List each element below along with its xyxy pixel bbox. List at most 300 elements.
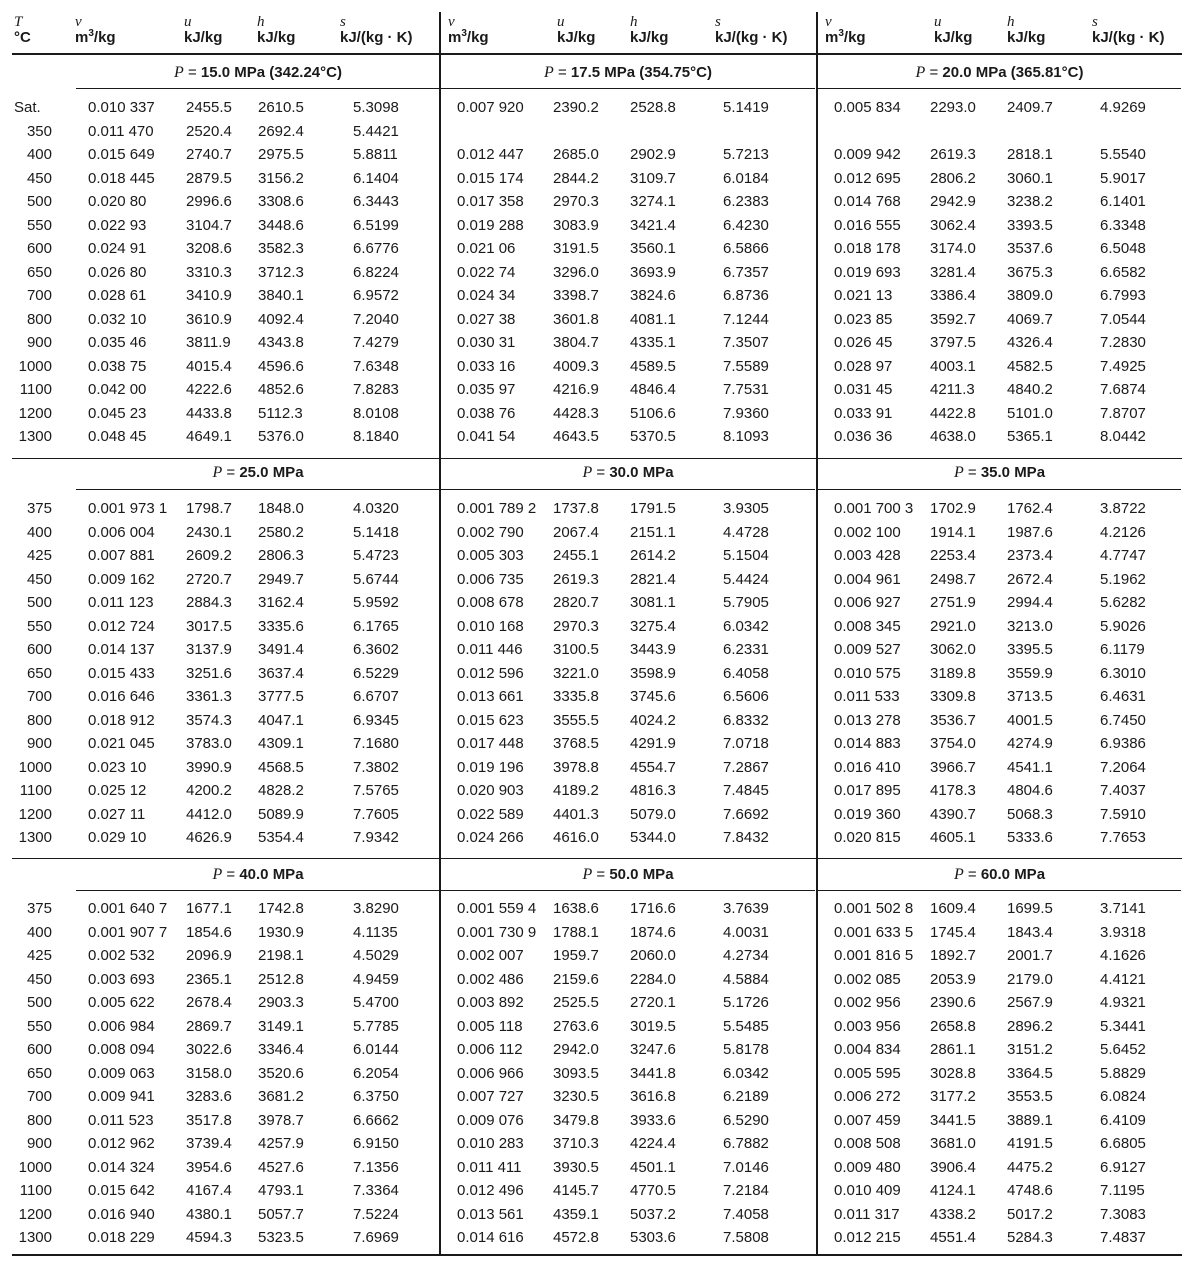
- table-cell-s: 7.1244: [723, 310, 769, 328]
- table-cell-h: 5079.0: [630, 805, 676, 823]
- table-cell-v: 0.042 00: [88, 381, 147, 398]
- table-cell-v: 0.006 984: [88, 1017, 155, 1035]
- table-cell-h: 3393.5: [1007, 216, 1053, 234]
- table-cell-v: 0.005 303: [457, 547, 524, 564]
- table-cell-h: 3582.3: [258, 240, 304, 257]
- table-cell-v: 0.007 459: [834, 1111, 901, 1129]
- temperature-cell: 550: [26, 1017, 52, 1035]
- table-cell-u: 2430.1: [186, 523, 232, 541]
- table-cell-v: 0.016 410: [834, 758, 901, 776]
- table-cell-s: 4.2126: [1100, 523, 1146, 541]
- temperature-cell: 900: [26, 1135, 52, 1152]
- table-cell-h: 4343.8: [258, 334, 304, 351]
- pressure-equals: =: [592, 866, 610, 883]
- table-cell-s: 8.1093: [723, 428, 769, 445]
- table-cell-s: 7.9342: [353, 829, 399, 846]
- table-cell-s: 7.5765: [353, 782, 399, 799]
- table-cell-v: 0.016 940: [88, 1205, 155, 1223]
- table-cell-h: 2284.0: [630, 970, 676, 988]
- table-cell-h: 3275.4: [630, 617, 676, 635]
- table-cell-v: 0.018 178: [834, 240, 901, 257]
- unit-superscript: 3: [88, 28, 94, 39]
- table-cell-u: 3710.3: [553, 1135, 599, 1152]
- table-cell-u: 2820.7: [553, 594, 599, 611]
- temperature-cell: 1300: [18, 829, 52, 846]
- temperature-cell: 1100: [19, 782, 52, 799]
- table-cell-h: 3616.8: [630, 1088, 676, 1105]
- table-cell-h: 3693.9: [630, 263, 676, 281]
- table-cell-u: 1609.4: [930, 900, 976, 917]
- pressure-value: 15.0 MPa (342.24°C): [200, 64, 342, 81]
- table-cell-h: 3274.1: [630, 193, 676, 210]
- table-cell-v: 0.024 91: [88, 240, 147, 257]
- table-cell-u: 2884.3: [186, 594, 232, 611]
- table-cell-u: 2996.6: [186, 193, 232, 210]
- table-cell-v: 0.022 589: [457, 805, 524, 823]
- table-cell-s: 6.2189: [723, 1088, 769, 1105]
- temperature-cell: 600: [26, 641, 52, 658]
- table-cell-v: 0.014 137: [88, 641, 155, 658]
- col-header-symbol: u: [934, 14, 942, 30]
- table-cell-s: 6.4230: [723, 216, 769, 234]
- table-cell-v: 0.002 486: [457, 970, 524, 988]
- pressure-value: 20.0 MPa (365.81°C): [942, 64, 1084, 81]
- temperature-cell: 700: [26, 1088, 52, 1105]
- table-cell-s: 5.7905: [723, 594, 769, 611]
- table-cell-h: 3247.6: [630, 1041, 676, 1058]
- table-cell-u: 2096.9: [186, 947, 232, 964]
- table-cell-v: 0.001 907 7: [88, 923, 168, 941]
- pressure-title-rule: [440, 88, 815, 89]
- table-cell-u: 3177.2: [930, 1088, 976, 1105]
- table-cell-s: 5.4723: [353, 547, 399, 564]
- col-header-u: [184, 14, 222, 46]
- table-cell-s: 6.7993: [1100, 287, 1146, 304]
- table-cell-v: 0.012 496: [457, 1182, 524, 1199]
- table-cell-h: 1874.6: [630, 923, 676, 941]
- col-header-symbol: s: [1092, 14, 1098, 30]
- table-cell-s: 5.8178: [723, 1041, 769, 1058]
- table-cell-s: 6.8332: [723, 711, 769, 729]
- table-cell-h: 5344.0: [630, 829, 676, 846]
- temperature-cell: 425: [26, 947, 52, 964]
- table-cell-v: 0.005 834: [834, 99, 901, 116]
- table-cell-u: 3754.0: [930, 735, 976, 752]
- table-cell-u: 4200.2: [186, 782, 232, 799]
- table-cell-h: 3441.8: [630, 1064, 676, 1082]
- table-cell-s: 8.0108: [353, 404, 399, 422]
- table-cell-h: 1742.8: [258, 900, 304, 917]
- table-cell-v: 0.008 345: [834, 617, 901, 635]
- temperature-cell: Sat.: [14, 99, 41, 116]
- table-cell-h: 4001.5: [1007, 711, 1053, 729]
- table-cell-u: 2869.7: [186, 1017, 232, 1035]
- table-cell-u: 3281.4: [930, 263, 976, 281]
- band-separator-rule: [12, 858, 1182, 859]
- table-cell-v: 0.015 649: [88, 146, 155, 163]
- table-cell-s: 6.1765: [353, 617, 399, 635]
- pressure-value: 17.5 MPa (354.75°C): [570, 64, 712, 81]
- t-header: [14, 14, 31, 46]
- table-cell-v: 0.015 174: [457, 169, 524, 187]
- table-cell-v: 0.002 532: [88, 947, 155, 964]
- pressure-symbol: P: [953, 866, 964, 883]
- table-cell-s: 7.3083: [1100, 1205, 1146, 1223]
- table-cell-v: 0.020 80: [88, 193, 147, 210]
- col-header-unit: kJ/(kg · K): [715, 29, 788, 46]
- table-cell-s: 4.7747: [1100, 547, 1146, 564]
- col-header-unit: kJ/(kg · K): [340, 29, 413, 46]
- table-cell-v: 0.016 555: [834, 216, 901, 234]
- temperature-cell: 425: [26, 547, 52, 564]
- table-cell-h: 2903.3: [258, 994, 304, 1011]
- table-cell-s: 6.7357: [723, 263, 769, 281]
- table-cell-s: 7.8707: [1100, 404, 1146, 422]
- table-cell-s: 4.5029: [353, 947, 399, 964]
- table-cell-u: 2751.9: [930, 594, 976, 611]
- table-cell-v: 0.026 45: [834, 334, 893, 351]
- table-cell-u: 2520.4: [186, 122, 232, 140]
- table-cell-s: 6.6776: [353, 240, 399, 257]
- table-cell-v: 0.025 12: [88, 782, 147, 799]
- table-cell-h: 4224.4: [630, 1135, 676, 1152]
- table-cell-s: 3.7141: [1100, 900, 1146, 917]
- table-cell-u: 1798.7: [186, 500, 232, 517]
- pressure-value: 25.0 MPa: [239, 464, 304, 481]
- table-cell-s: 4.1626: [1100, 947, 1146, 964]
- table-cell-h: 3421.4: [630, 216, 676, 234]
- pressure-title: [76, 64, 440, 82]
- table-cell-v: 0.031 45: [834, 381, 893, 398]
- table-cell-s: 7.2064: [1100, 758, 1146, 776]
- table-cell-h: 3238.2: [1007, 193, 1053, 210]
- table-cell-s: 5.9026: [1100, 617, 1146, 635]
- table-cell-u: 2390.2: [553, 99, 599, 116]
- table-cell-v: 0.023 10: [88, 758, 147, 776]
- table-cell-h: 2409.7: [1007, 99, 1053, 116]
- table-cell-v: 0.021 06: [457, 240, 516, 257]
- table-cell-s: 5.7785: [353, 1017, 399, 1035]
- table-cell-h: 3149.1: [258, 1017, 304, 1035]
- table-cell-u: 2942.9: [930, 193, 976, 210]
- table-cell-v: 0.003 428: [834, 547, 901, 564]
- table-cell-s: 6.5229: [353, 664, 399, 682]
- table-cell-h: 5089.9: [258, 805, 304, 823]
- table-cell-v: 0.032 10: [88, 310, 147, 328]
- col-header-unit: $m^3/kg$: [448, 28, 489, 46]
- table-cell-h: 4291.9: [630, 735, 676, 752]
- table-cell-h: 3560.1: [630, 240, 676, 257]
- table-cell-v: 0.012 695: [834, 169, 901, 187]
- table-cell-s: 4.4121: [1100, 970, 1146, 988]
- col-header-unit: kJ/kg: [184, 29, 223, 46]
- table-cell-h: 3081.1: [630, 594, 676, 611]
- temperature-cell: 650: [26, 1064, 52, 1082]
- table-cell-v: 0.009 076: [457, 1111, 524, 1129]
- table-cell-u: 2763.6: [553, 1017, 599, 1035]
- table-cell-s: 6.6662: [353, 1111, 399, 1129]
- pressure-title: [76, 464, 440, 482]
- table-cell-s: 5.1962: [1100, 570, 1146, 588]
- table-cell-h: 5017.2: [1007, 1205, 1053, 1223]
- col-header-unit: kJ/kg: [257, 29, 296, 46]
- table-cell-h: 4840.2: [1007, 381, 1053, 398]
- table-cell-v: 0.014 768: [834, 193, 901, 210]
- table-cell-u: 4638.0: [930, 428, 976, 445]
- table-cell-u: 4167.4: [186, 1182, 232, 1199]
- table-cell-v: 0.041 54: [457, 428, 516, 445]
- pressure-equals: =: [553, 64, 571, 81]
- table-cell-u: 4178.3: [930, 782, 976, 799]
- table-cell-h: 3213.0: [1007, 617, 1053, 635]
- table-cell-v: 0.027 38: [457, 310, 516, 328]
- table-cell-v: 0.018 912: [88, 711, 155, 729]
- table-cell-s: 7.7605: [353, 805, 399, 823]
- temperature-cell: 1000: [18, 357, 52, 375]
- pressure-title: [76, 866, 440, 884]
- table-cell-s: 6.3602: [353, 641, 399, 658]
- table-cell-v: 0.002 085: [834, 970, 901, 988]
- temperature-cell: 1200: [18, 1205, 52, 1223]
- table-cell-u: 2455.5: [186, 99, 232, 116]
- pressure-title-rule: [440, 890, 815, 891]
- table-cell-h: 5376.0: [258, 428, 304, 445]
- temperature-cell: 400: [26, 146, 52, 163]
- table-cell-u: 4643.5: [553, 428, 599, 445]
- table-cell-s: 6.1404: [353, 169, 399, 187]
- table-cell-v: 0.006 112: [457, 1041, 523, 1058]
- pressure-equals: =: [592, 464, 610, 481]
- table-cell-v: 0.016 646: [88, 688, 155, 705]
- col-header-symbol: s: [340, 14, 346, 30]
- t-header-symbol: T: [14, 14, 23, 30]
- table-cell-h: 3745.6: [630, 688, 676, 705]
- pressure-title: [817, 64, 1182, 82]
- table-cell-s: 6.5290: [723, 1111, 769, 1129]
- table-cell-u: 3783.0: [186, 735, 232, 752]
- table-cell-u: 2844.2: [553, 169, 599, 187]
- table-cell-s: 6.9386: [1100, 735, 1146, 752]
- table-cell-u: 4551.4: [930, 1229, 976, 1246]
- table-cell-s: 5.4424: [723, 570, 769, 588]
- table-cell-s: 6.3750: [353, 1088, 399, 1105]
- table-cell-s: 5.5540: [1100, 146, 1146, 163]
- table-cell-h: 3156.2: [258, 169, 304, 187]
- table-cell-s: 6.2054: [353, 1064, 399, 1082]
- table-cell-s: 6.7882: [723, 1135, 769, 1152]
- table-cell-v: 0.015 642: [88, 1182, 155, 1199]
- table-cell-h: 2151.1: [630, 523, 676, 541]
- table-cell-h: 4846.4: [630, 381, 676, 398]
- pressure-title-rule: [440, 489, 815, 490]
- table-cell-s: 8.0442: [1100, 428, 1146, 445]
- table-cell-u: 2678.4: [186, 994, 232, 1011]
- table-cell-u: 2685.0: [553, 146, 599, 163]
- table-cell-u: 4189.2: [553, 782, 599, 799]
- table-cell-h: 3978.7: [258, 1111, 304, 1129]
- table-cell-u: 4401.3: [553, 805, 599, 823]
- pressure-equals: =: [963, 866, 981, 883]
- table-cell-s: 6.1401: [1100, 193, 1146, 210]
- table-cell-s: 6.0184: [723, 169, 769, 187]
- temperature-cell: 600: [26, 1041, 52, 1058]
- table-cell-u: 2619.3: [930, 146, 976, 163]
- table-cell-s: 6.7450: [1100, 711, 1146, 729]
- table-cell-s: 7.5910: [1100, 805, 1146, 823]
- table-cell-h: 4770.5: [630, 1182, 676, 1199]
- table-cell-s: 6.9572: [353, 287, 399, 304]
- table-cell-h: 4554.7: [630, 758, 676, 776]
- table-cell-s: 6.6582: [1100, 263, 1146, 281]
- table-cell-u: 2067.4: [553, 523, 599, 541]
- pressure-equals: =: [963, 464, 981, 481]
- table-cell-h: 4475.2: [1007, 1158, 1053, 1176]
- pressure-equals: =: [183, 64, 201, 81]
- table-cell-u: 3283.6: [186, 1088, 232, 1105]
- col-header-symbol: h: [1007, 14, 1015, 30]
- table-cell-s: 7.7531: [723, 381, 769, 398]
- table-cell-s: 7.2867: [723, 758, 769, 776]
- table-cell-s: 4.9321: [1100, 994, 1146, 1011]
- table-cell-s: 7.0544: [1100, 310, 1146, 328]
- pressure-title: [440, 64, 816, 82]
- table-cell-u: 1737.8: [553, 500, 599, 517]
- table-cell-s: 4.4728: [723, 523, 769, 541]
- table-cell-h: 3713.5: [1007, 688, 1053, 705]
- col-header-h: [257, 14, 295, 46]
- table-cell-v: 0.006 004: [88, 523, 155, 541]
- table-cell-h: 3675.3: [1007, 263, 1053, 281]
- table-cell-s: 7.4837: [1100, 1229, 1146, 1246]
- table-cell-h: 2610.5: [258, 99, 304, 116]
- pressure-title-rule: [76, 489, 439, 490]
- table-cell-s: 7.5224: [353, 1205, 399, 1223]
- table-cell-v: 0.036 36: [834, 428, 893, 445]
- table-cell-v: 0.045 23: [88, 404, 147, 422]
- pressure-title-rule: [817, 489, 1181, 490]
- table-cell-v: 0.013 278: [834, 711, 901, 729]
- table-cell-u: 4594.3: [186, 1229, 232, 1246]
- pressure-symbol: P: [544, 64, 554, 81]
- table-cell-u: 2525.5: [553, 994, 599, 1011]
- table-cell-h: 3520.6: [258, 1064, 304, 1082]
- table-cell-s: 7.4058: [723, 1205, 769, 1223]
- table-cell-h: 1762.4: [1007, 500, 1053, 517]
- table-cell-s: 7.4925: [1100, 357, 1146, 375]
- table-cell-v: 0.028 97: [834, 357, 893, 375]
- table-cell-u: 3930.5: [553, 1158, 599, 1176]
- col-header-s: [340, 14, 413, 46]
- temperature-cell: 600: [26, 240, 52, 257]
- table-cell-u: 4428.3: [553, 404, 599, 422]
- temperature-cell: 375: [26, 500, 52, 517]
- table-cell-h: 4748.6: [1007, 1182, 1053, 1199]
- table-cell-h: 3019.5: [630, 1017, 676, 1035]
- table-cell-h: 4541.1: [1007, 758, 1053, 776]
- table-cell-u: 3555.5: [553, 711, 599, 729]
- table-cell-s: 7.9360: [723, 404, 769, 422]
- pressure-value: 40.0 MPa: [239, 866, 304, 883]
- table-cell-v: 0.001 789 2: [457, 500, 537, 517]
- table-cell-u: 4359.1: [553, 1205, 599, 1223]
- table-cell-u: 2921.0: [930, 617, 976, 635]
- header-rule: [12, 53, 1182, 55]
- table-cell-h: 2821.4: [630, 570, 676, 588]
- table-cell-h: 3777.5: [258, 688, 304, 705]
- col-header-symbol: h: [630, 14, 638, 30]
- pressure-value: 50.0 MPa: [609, 866, 674, 883]
- table-cell-s: 7.1195: [1100, 1182, 1145, 1199]
- table-cell-v: 0.001 730 9: [457, 923, 537, 941]
- table-cell-u: 1892.7: [930, 947, 976, 964]
- table-cell-v: 0.001 640 7: [88, 900, 168, 917]
- table-cell-u: 2720.7: [186, 570, 232, 588]
- table-cell-v: 0.004 961: [834, 570, 901, 588]
- col-header-symbol: v: [448, 14, 455, 30]
- temperature-cell: 800: [26, 1111, 52, 1129]
- table-cell-s: 3.8722: [1100, 500, 1146, 517]
- table-cell-v: 0.035 97: [457, 381, 516, 398]
- table-cell-u: 3517.8: [186, 1111, 232, 1129]
- pressure-symbol: P: [174, 64, 184, 81]
- table-cell-s: 6.1179: [1100, 641, 1145, 658]
- table-cell-v: 0.006 272: [834, 1088, 901, 1105]
- temperature-cell: 500: [26, 594, 52, 611]
- table-cell-u: 3208.6: [186, 240, 232, 257]
- table-cell-s: 5.9017: [1100, 169, 1146, 187]
- table-cell-u: 4572.8: [553, 1229, 599, 1246]
- table-cell-s: 4.9459: [353, 970, 399, 988]
- table-cell-v: 0.014 616: [457, 1229, 524, 1246]
- table-cell-s: 6.9127: [1100, 1158, 1146, 1176]
- table-cell-h: 2818.1: [1007, 146, 1053, 163]
- table-cell-u: 2619.3: [553, 570, 599, 588]
- table-cell-v: 0.003 956: [834, 1017, 901, 1035]
- table-cell-h: 3443.9: [630, 641, 676, 658]
- table-cell-s: 6.6805: [1100, 1135, 1146, 1152]
- table-cell-u: 3335.8: [553, 688, 599, 705]
- table-cell-v: 0.010 575: [834, 664, 901, 682]
- pressure-symbol: P: [953, 464, 964, 481]
- table-cell-v: 0.001 559 4: [457, 900, 537, 917]
- table-cell-h: 3395.5: [1007, 641, 1053, 658]
- pressure-title-rule: [817, 890, 1181, 891]
- pressure-symbol: P: [582, 464, 593, 481]
- table-cell-u: 1914.1: [930, 523, 976, 541]
- table-cell-s: 5.4421: [353, 122, 399, 140]
- table-cell-v: 0.001 973 1: [88, 500, 168, 517]
- table-cell-s: 6.0342: [723, 617, 769, 635]
- table-cell-u: 4003.1: [930, 357, 976, 375]
- pressure-title: [440, 464, 816, 482]
- col-header-symbol: v: [75, 14, 82, 30]
- band-separator-rule: [12, 458, 1182, 459]
- table-cell-v: 0.011 446: [457, 641, 523, 658]
- col-header-s: [715, 14, 788, 46]
- pressure-title: [817, 464, 1182, 482]
- table-cell-s: 7.7653: [1100, 829, 1146, 846]
- table-cell-s: 6.9150: [353, 1135, 399, 1152]
- table-cell-u: 2942.0: [553, 1041, 599, 1058]
- table-cell-v: 0.012 215: [834, 1229, 901, 1246]
- unit-superscript: 3: [461, 28, 467, 39]
- col-header-v: [448, 14, 489, 46]
- table-cell-v: 0.011 123: [88, 594, 154, 611]
- table-cell-s: 7.4279: [353, 334, 399, 351]
- table-cell-s: 5.4700: [353, 994, 399, 1011]
- temperature-cell: 900: [26, 735, 52, 752]
- table-cell-h: 1848.0: [258, 500, 304, 517]
